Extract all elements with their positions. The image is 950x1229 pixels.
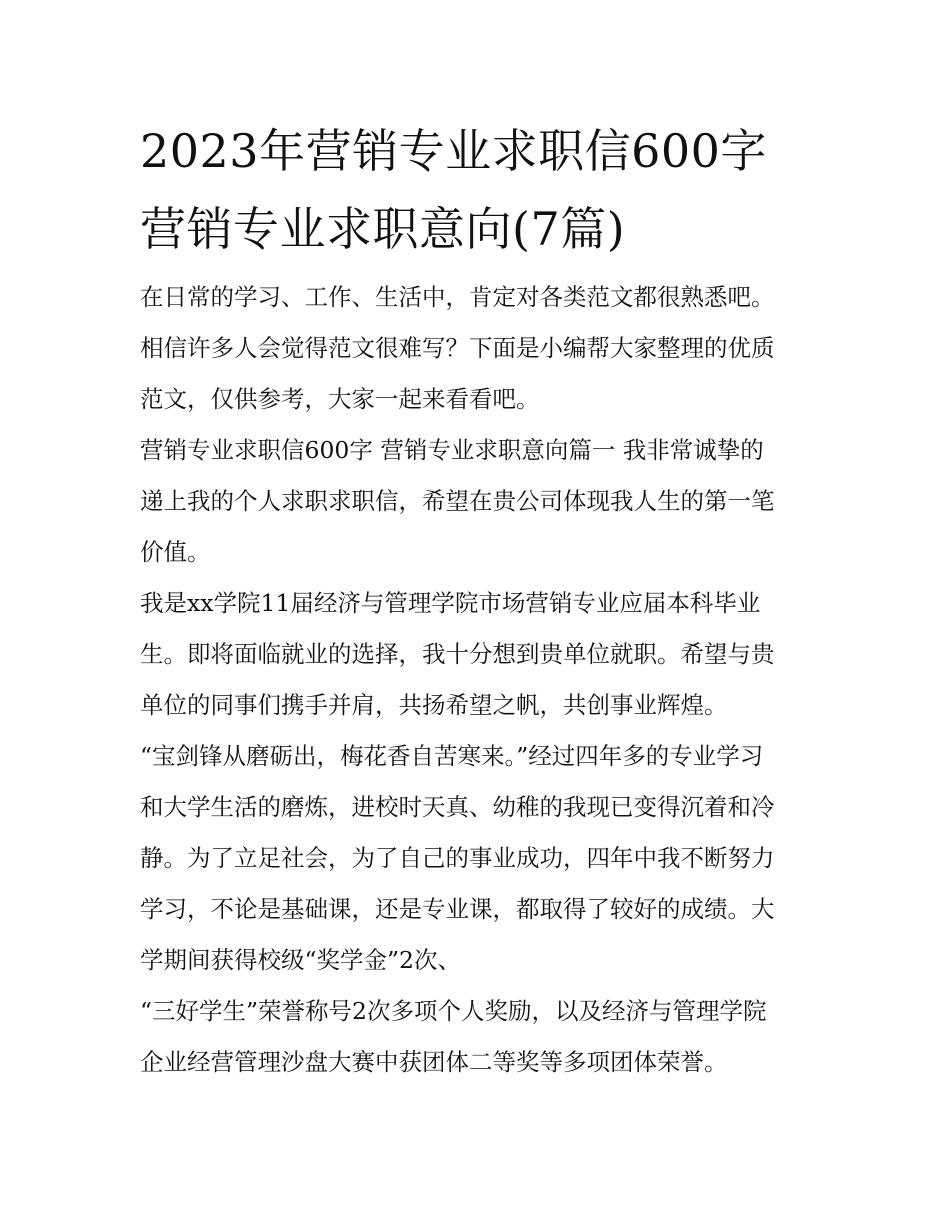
document-page [140,112,812,1088]
text-line: 我是xx学院11届经济与管理学院市场营销专业应届本科毕业 [140,589,761,617]
document-title [140,112,812,268]
text-line: 范文，仅供参考，大家一起来看看吧。 [140,385,540,413]
text-line: 在日常的学习、工作、生活中，肯定对各类范文都很熟悉吧。 [140,283,775,311]
text-line: 生。即将面临就业的选择，我十分想到贵单位就职。希望与贵 [140,640,775,668]
paragraph-study [140,731,812,986]
text-line: 静。为了立足社会，为了自己的事业成功，四年中我不断努力 [140,844,775,872]
paragraph-honors [140,986,812,1088]
text-line: 学习，不论是基础课，还是专业课，都取得了较好的成绩。大 [140,895,775,923]
text-line: “三好学生”荣誉称号2次多项个人奖励，以及经济与管理学院 [140,997,767,1025]
text-line: 递上我的个人求职求职信，希望在贵公司体现我人生的第一笔 [140,487,775,515]
text-line: 和大学生活的磨炼，进校时天真、幼稚的我现已变得沉着和冷 [140,793,775,821]
title-line-1: 2023年营销专业求职信600字 [140,124,767,178]
paragraph-introduction [140,578,812,731]
text-line: “宝剑锋从磨砺出，梅花香自苦寒来。”经过四年多的专业学习 [140,742,764,770]
text-line: 学期间获得校级“奖学金”2次、 [140,946,461,974]
text-line: 单位的同事们携手并肩，共扬希望之帆，共创事业辉煌。 [140,691,728,719]
text-line: 相信许多人会觉得范文很难写？下面是小编帮大家整理的优质 [140,334,775,362]
paragraph-intro [140,272,812,425]
title-line-2: 营销专业求职意向(7篇) [140,202,626,256]
text-line: 企业经营管理沙盘大赛中获团体二等奖等多项团体荣誉。 [140,1048,728,1076]
text-line: 价值。 [140,538,211,566]
paragraph-opening [140,425,812,578]
text-line: 营销专业求职信600字 营销专业求职意向篇一 我非常诚挚的 [140,436,764,464]
